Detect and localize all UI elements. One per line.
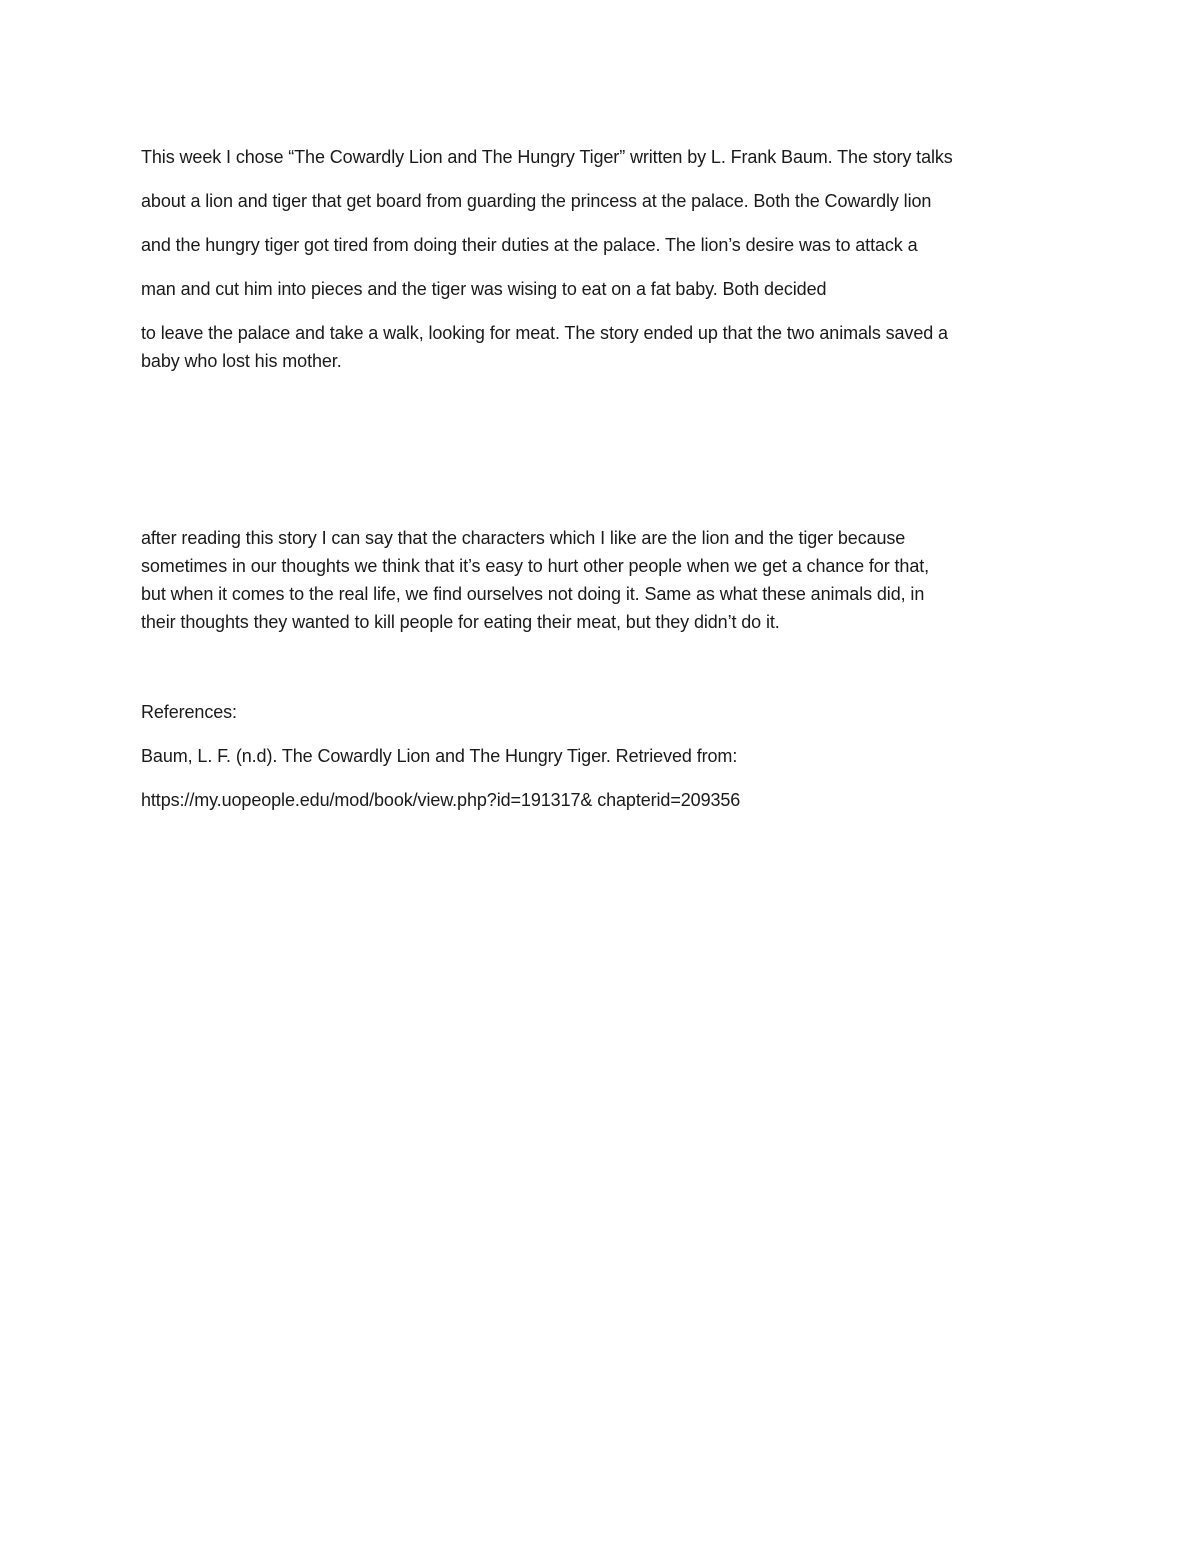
paragraph2-line-1: after reading this story I can say that the characters which I like are the lion and the tiger because <box>141 528 906 548</box>
paragraph1-line-2: about a lion and tiger that get board from guarding the princess at the palace. Both the Cowardly lion <box>141 191 932 211</box>
paragraph2-line-2: sometimes in our thoughts we think that it’s easy to hurt other people when we get a chance for that, <box>141 556 930 576</box>
paragraph1-line-5: to leave the palace and take a walk, looking for meat. The story ended up that the two animals saved a <box>141 323 948 343</box>
paragraph1-line-6: baby who lost his mother. <box>141 351 342 371</box>
paragraph1-line-1: This week I chose “The Cowardly Lion and The Hungry Tiger” written by L. Frank Baum. The story talks <box>141 147 953 167</box>
reference-citation: Baum, L. F. (n.d). The Cowardly Lion and The Hungry Tiger. Retrieved from: <box>141 746 738 766</box>
reference-url: https://my.uopeople.edu/mod/book/view.php?id=191317& chapterid=209356 <box>141 790 741 810</box>
paragraph2-line-3: but when it comes to the real life, we find ourselves not doing it. Same as what these animals did, in <box>141 584 925 604</box>
references-heading: References: <box>141 702 237 722</box>
paragraph1-line-4: man and cut him into pieces and the tiger was wising to eat on a fat baby. Both decided <box>141 279 827 299</box>
paragraph2-line-4: their thoughts they wanted to kill people for eating their meat, but they didn’t do it. <box>141 612 780 632</box>
paragraph1-line-3: and the hungry tiger got tired from doing their duties at the palace. The lion’s desire was to attack a <box>141 235 918 255</box>
